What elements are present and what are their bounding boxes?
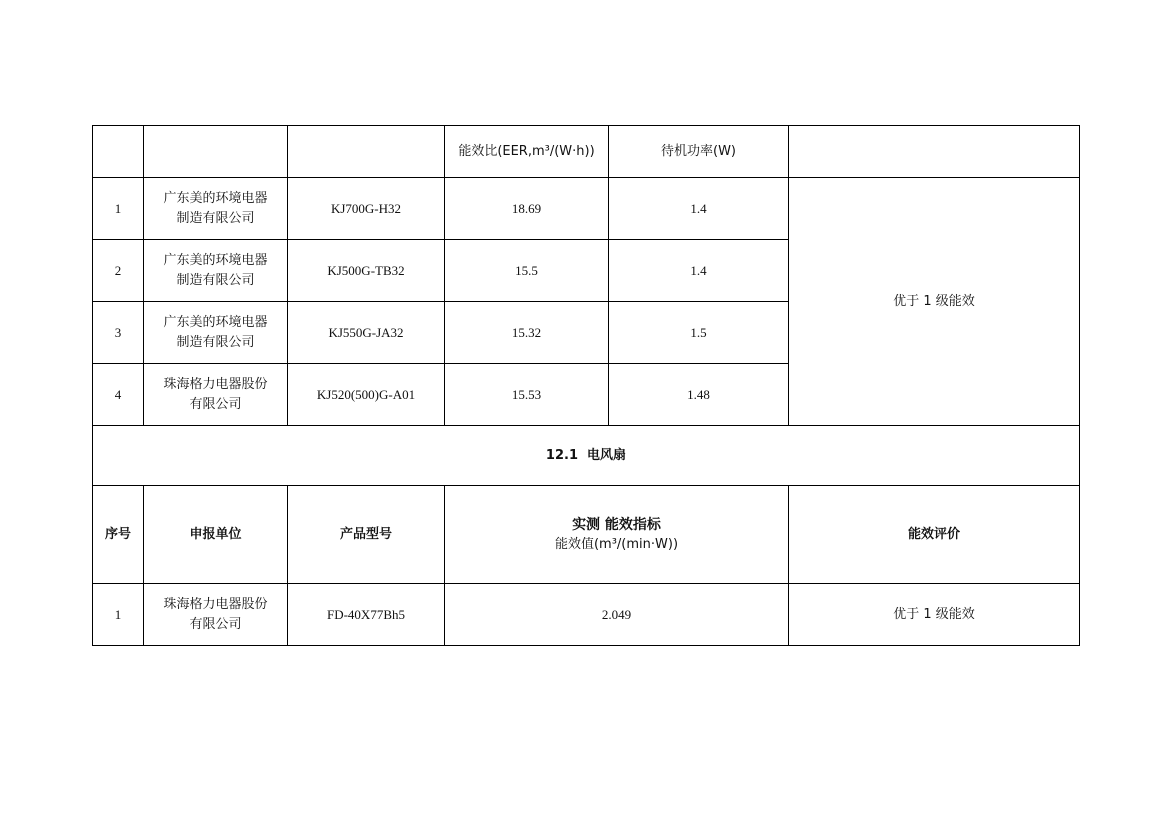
eer-cell: 15.53 <box>445 364 609 426</box>
standby-cell: 1.4 <box>609 178 789 240</box>
section-title: 12.1 电风扇 <box>93 426 1080 486</box>
company-cell <box>144 364 288 426</box>
header-standby-power: 待机功率(W) <box>609 126 789 178</box>
table-row <box>93 178 1080 240</box>
header-eer: 能效比(EER,m³/(W·h)) <box>445 126 609 178</box>
company-line-2: 有限公司 <box>189 396 242 412</box>
company-cell <box>144 302 288 364</box>
row-number: 1 <box>93 584 144 646</box>
header-cell-empty <box>789 126 1080 178</box>
rating-cell: 优于 1 级能效 <box>789 584 1080 646</box>
company-line-1: 珠海格力电器股份 <box>163 376 268 392</box>
row-number: 1 <box>93 178 144 240</box>
energy-efficiency-table <box>92 125 1080 646</box>
table-header-row <box>93 486 1080 584</box>
company-line-1: 广东美的环境电器 <box>163 252 268 268</box>
company-line-1: 广东美的环境电器 <box>163 190 268 206</box>
standby-cell: 1.48 <box>609 364 789 426</box>
model-cell: KJ700G-H32 <box>288 178 445 240</box>
rating-cell: 优于 1 级能效 <box>789 178 1080 426</box>
header-measured-unit: 能效值(m³/(min·W)) <box>554 536 679 552</box>
company-cell <box>144 240 288 302</box>
header-measured-title: 实测 能效指标 <box>572 516 661 533</box>
table-row <box>93 584 1080 646</box>
header-rating: 能效评价 <box>789 486 1080 584</box>
company-cell <box>144 178 288 240</box>
row-number: 3 <box>93 302 144 364</box>
standby-cell: 1.5 <box>609 302 789 364</box>
model-cell: KJ550G-JA32 <box>288 302 445 364</box>
model-cell: KJ500G-TB32 <box>288 240 445 302</box>
header-cell-empty <box>144 126 288 178</box>
efficiency-value-cell: 2.049 <box>445 584 789 646</box>
company-line-1: 珠海格力电器股份 <box>163 596 268 612</box>
model-cell: KJ520(500)G-A01 <box>288 364 445 426</box>
company-line-1: 广东美的环境电器 <box>163 314 268 330</box>
header-cell-empty <box>93 126 144 178</box>
eer-cell: 18.69 <box>445 178 609 240</box>
section-row <box>93 426 1080 486</box>
company-cell <box>144 584 288 646</box>
company-line-2: 制造有限公司 <box>176 210 255 226</box>
row-number: 4 <box>93 364 144 426</box>
header-measured <box>445 486 789 584</box>
standby-cell: 1.4 <box>609 240 789 302</box>
table-header-row <box>93 126 1080 178</box>
company-line-2: 有限公司 <box>189 616 242 632</box>
company-line-2: 制造有限公司 <box>176 334 255 350</box>
header-company: 申报单位 <box>144 486 288 584</box>
row-number: 2 <box>93 240 144 302</box>
header-model: 产品型号 <box>288 486 445 584</box>
eer-cell: 15.5 <box>445 240 609 302</box>
company-line-2: 制造有限公司 <box>176 272 255 288</box>
header-cell-empty <box>288 126 445 178</box>
eer-cell: 15.32 <box>445 302 609 364</box>
header-serial-number: 序号 <box>93 486 144 584</box>
model-cell: FD-40X77Bh5 <box>288 584 445 646</box>
